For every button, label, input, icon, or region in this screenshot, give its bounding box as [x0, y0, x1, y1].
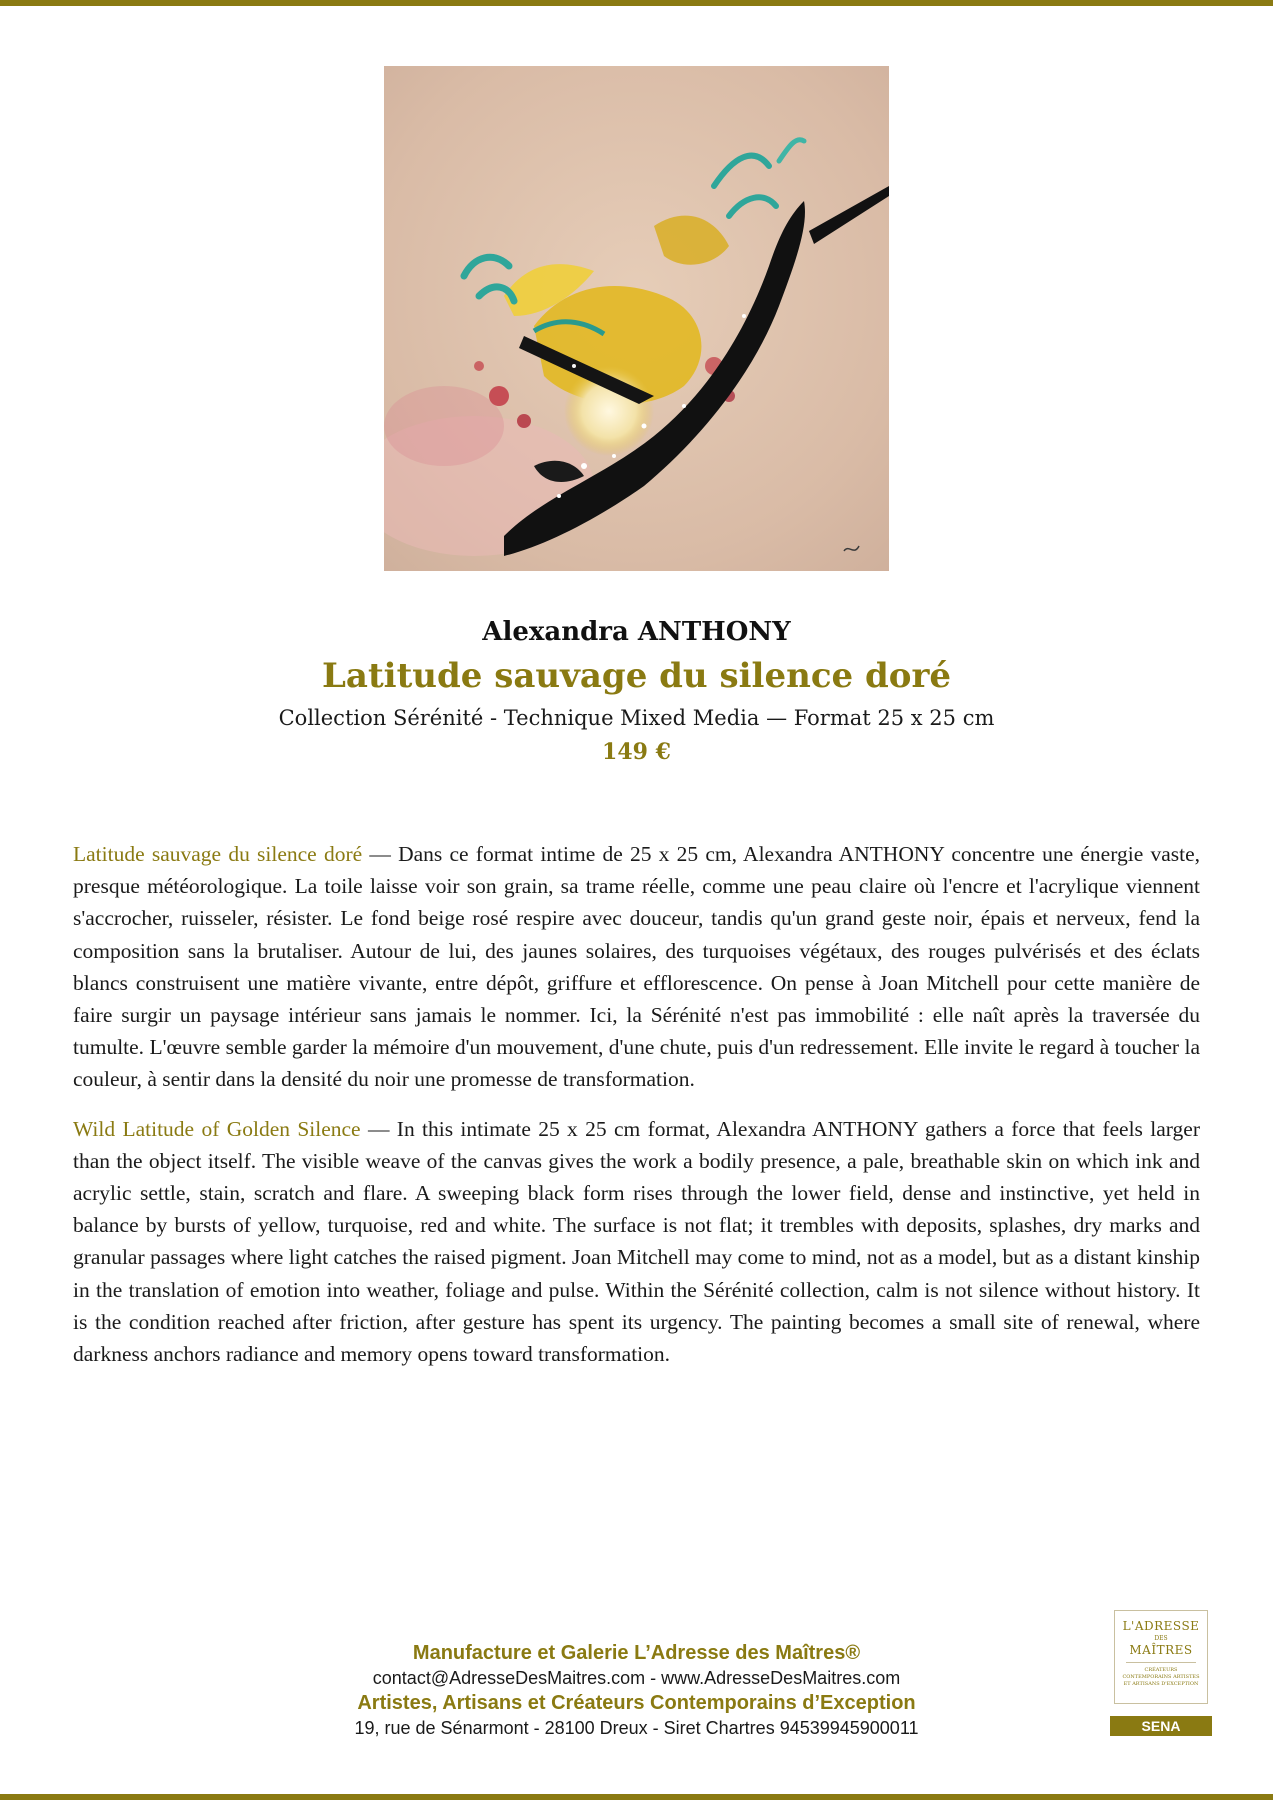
- logo-line-1: L'ADRESSE: [1122, 1619, 1200, 1633]
- gallery-tagline: Artistes, Artisans et Créateurs Contemporains d’Exception: [357, 1692, 916, 1714]
- description-fr: [73, 838, 1200, 1096]
- artist-name: Alexandra ANTHONY: [482, 617, 791, 647]
- artwork-header: [0, 612, 1273, 768]
- logo-line-2: DES: [1154, 1635, 1168, 1642]
- description: [73, 838, 1200, 1387]
- description-en-lead: Wild Latitude of Golden Silence: [73, 1116, 361, 1141]
- description-en: [73, 1113, 1200, 1371]
- artwork-title: Latitude sauvage du silence doré: [322, 656, 951, 696]
- top-accent-bar: [0, 0, 1273, 6]
- description-fr-lead: Latitude sauvage du silence doré: [73, 842, 363, 866]
- artwork-price: 149 €: [602, 739, 671, 765]
- artwork-image: [384, 66, 889, 571]
- logo-line-3: MAÎTRES: [1129, 1643, 1193, 1657]
- description-en-text: — In this intimate 25 x 25 cm format, Alexandra ANTHONY gathers a force that feels larger than the object itself. The visible weave of the canvas gives the work a bodily presence, a pale, breathable skin on which ink and acrylic settle, stain, scratch and flare. A sweeping black form rises through the lower field, dense and instinctive, yet held in balance by bursts of yellow, turquoise, red and white. The surface is not flat; it trembles with deposits, splashes, dry marks and granular passages where light catches the raised pigment. Joan Mitchell may come to mind, not as a model, but as a distant kinship in the translation of emotion into weather, foliage and pulse. Within the Sérénité collection, calm is not silence without history. It is the condition reached after friction, after gesture has spent its urgency. The painting becomes a small site of renewal, where darkness anchors radiance and memory opens toward transformation.: [73, 1116, 1200, 1367]
- sena-badge: SENA: [1110, 1716, 1212, 1736]
- logo-divider: [1126, 1662, 1196, 1663]
- footer: [230, 1640, 1043, 1740]
- logo-line-4: CRÉATEURS CONTEMPORAINS ARTISTES ET ARTISANS D'EXCEPTION: [1122, 1667, 1200, 1687]
- gallery-logo: [1114, 1610, 1208, 1704]
- description-fr-text: — Dans ce format intime de 25 x 25 cm, Alexandra ANTHONY concentre une énergie vaste, presque météorologique. La toile laisse voir son grain, sa trame réelle, comme une peau claire où l'encre et l'acrylique viennent s'accrocher, ruisseler, résister. Le fond beige rosé respire avec douceur, tandis qu'un grand geste noir, épais et nerveux, fend la composition sans la brutaliser. Autour de lui, des jaunes solaires, des turquoises végétaux, des rouges pulvérisés et des éclats blancs construisent une matière vivante, entre dépôt, griffure et efflorescence. On pense à Joan Mitchell pour cette manière de faire surgir un paysage intérieur sans jamais le nommer. Ici, la Sérénité n'est pas immobilité : elle naît après la traversée du tumulte. L'œuvre semble garder la mémoire d'un mouvement, d'une chute, puis d'un redressement. Elle invite le regard à toucher la couleur, à sentir dans la densité du noir une promesse de transformation.: [73, 842, 1200, 1092]
- gallery-contact: contact@AdresseDesMaitres.com - www.AdresseDesMaitres.com: [372, 1668, 901, 1688]
- gallery-address: 19, rue de Sénarmont - 28100 Dreux - Siret Chartres 94539945900011: [354, 1718, 919, 1738]
- gallery-name: Manufacture et Galerie L’Adresse des Maîtres®: [412, 1642, 861, 1664]
- bottom-accent-bar: [0, 1794, 1273, 1800]
- artwork-meta: Collection Sérénité - Technique Mixed Media — Format 25 x 25 cm: [278, 706, 995, 730]
